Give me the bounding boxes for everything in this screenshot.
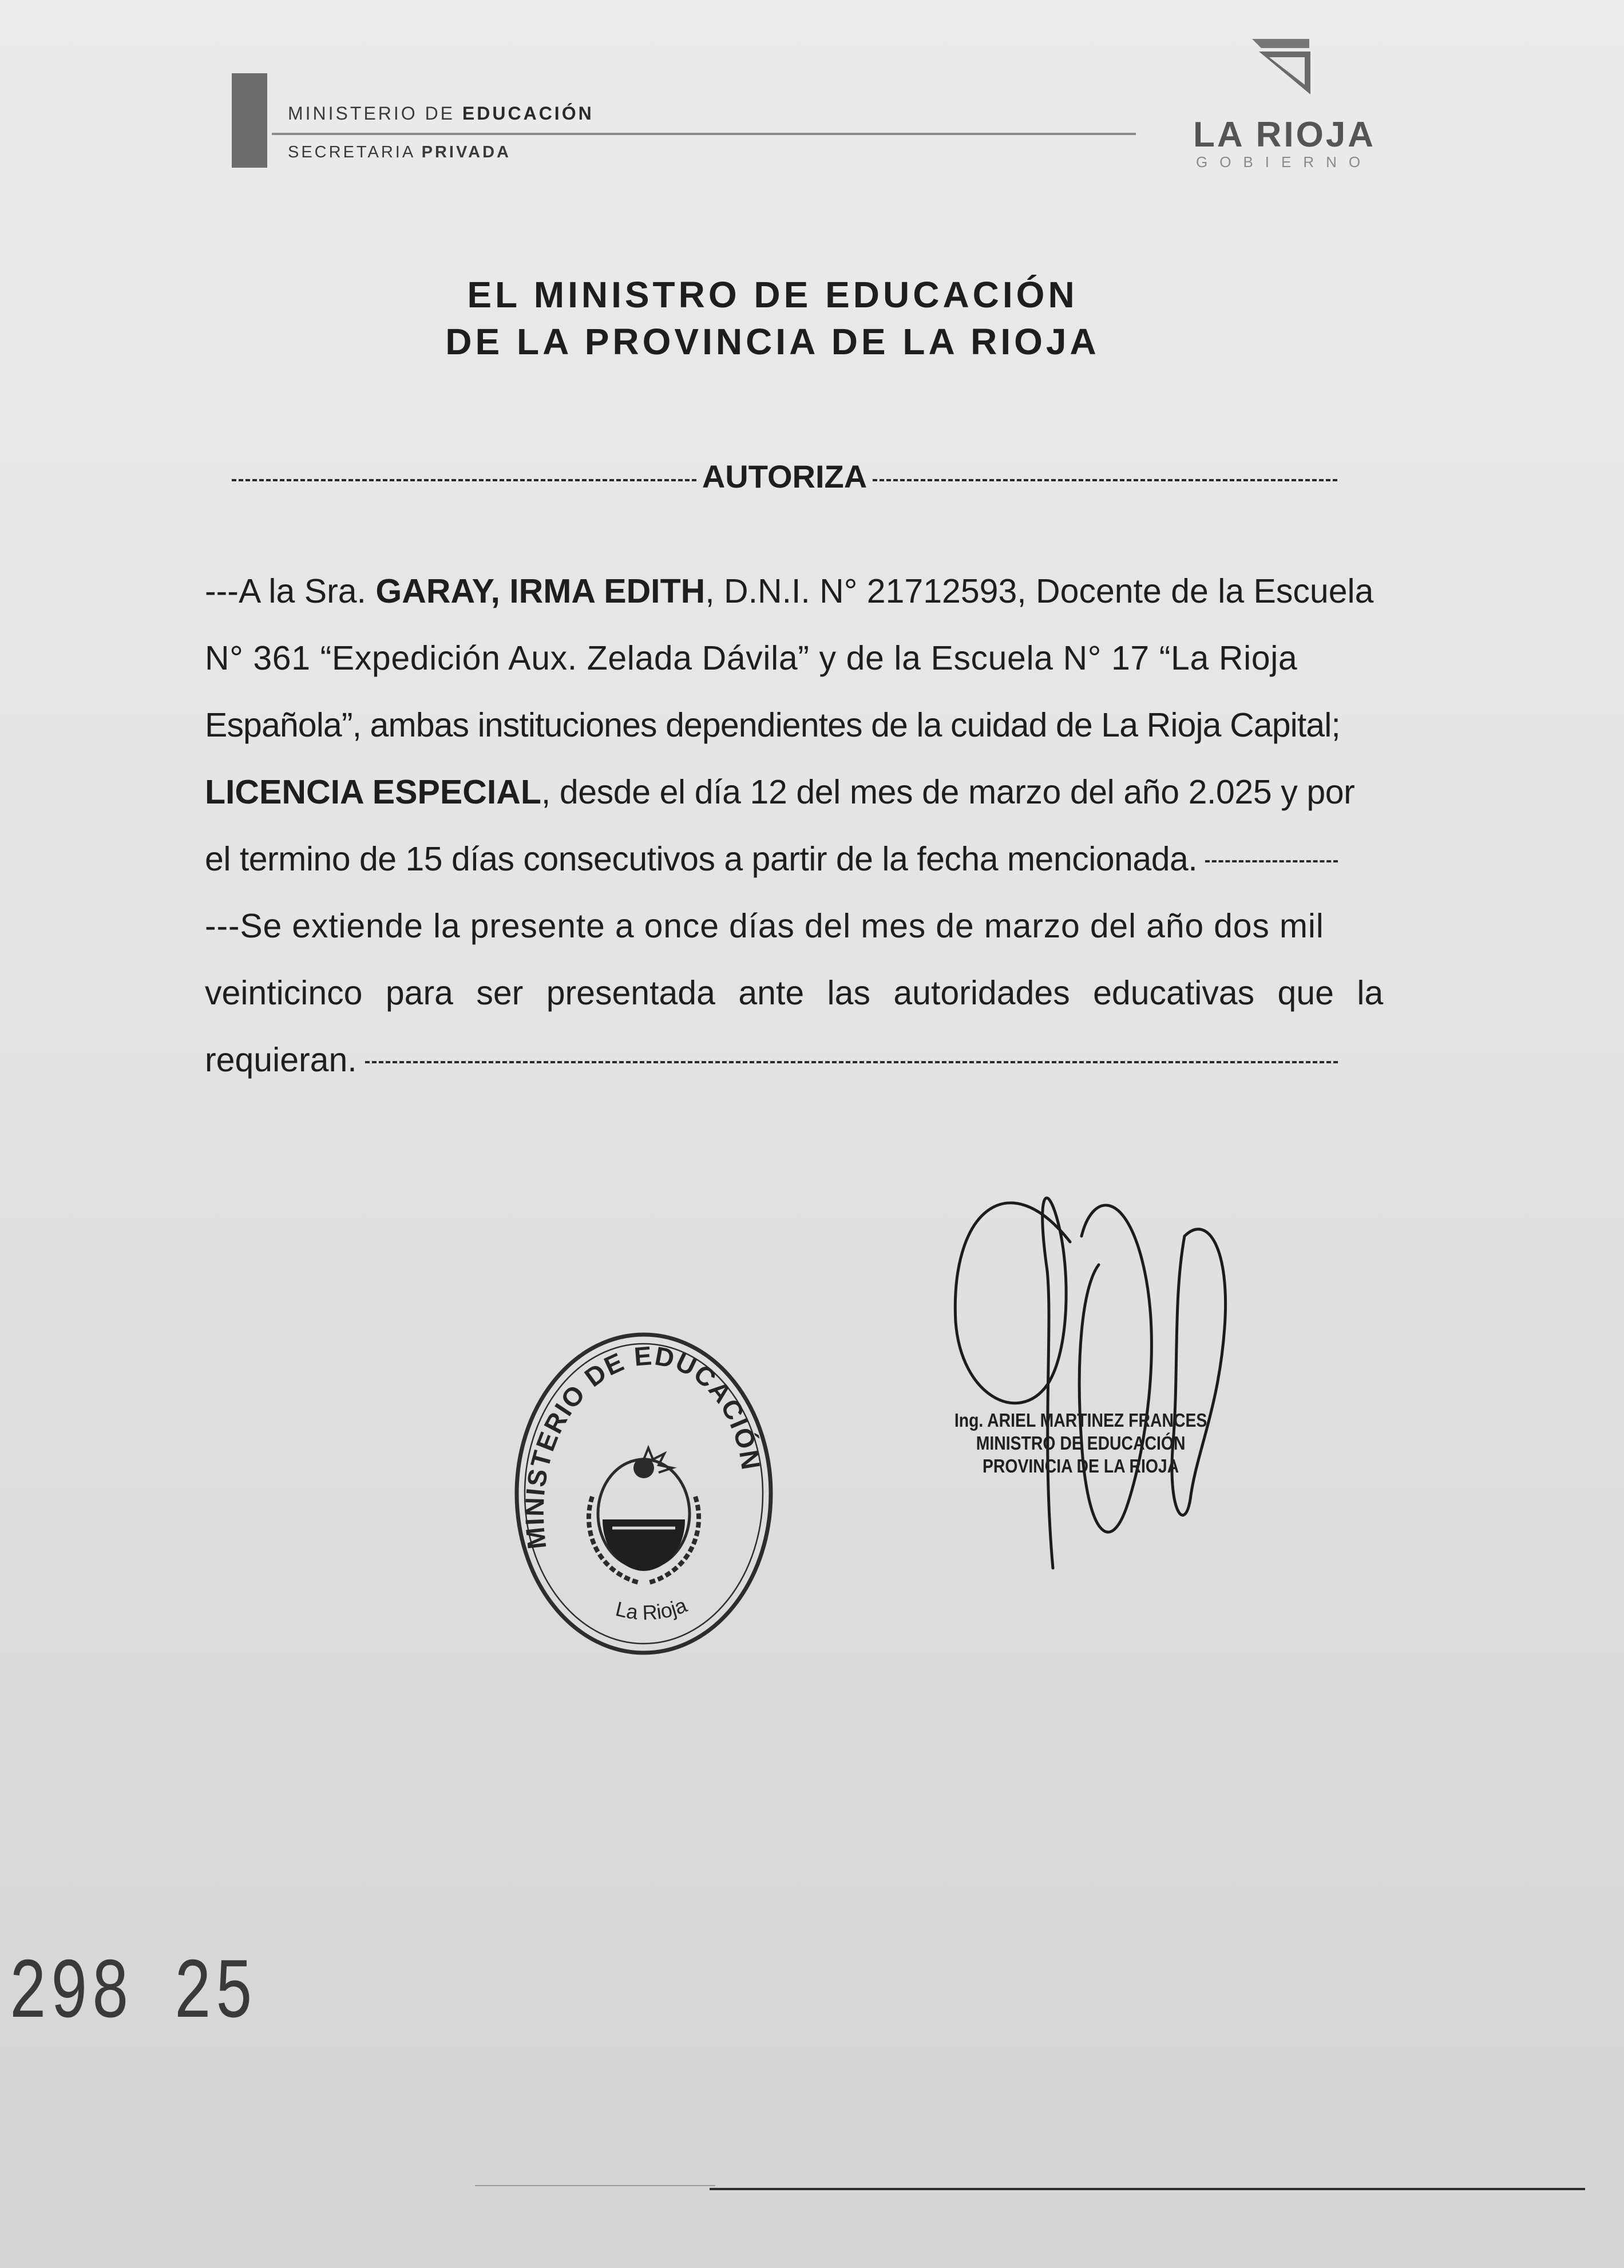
body-line-1 <box>205 558 1373 625</box>
dash-fill <box>1205 860 1338 862</box>
body-line-4: , desde el día 12 del mes de marzo del año 2.025 y por <box>541 773 1355 811</box>
body-line <box>205 960 1384 1027</box>
body-line-8: requieran. <box>205 1041 357 1079</box>
header-secretaria <box>288 143 511 162</box>
filing-stamp-number: 298 25 <box>9 1946 256 2043</box>
teacher-name: GARAY, IRMA EDITH <box>375 572 706 610</box>
la-rioja-emblem-icon <box>1242 34 1322 114</box>
svg-text:MINISTERIO DE EDUCACIÓN <box>520 1340 766 1550</box>
body-line <box>205 1027 1338 1094</box>
body-line <box>205 558 1374 625</box>
dash-fill <box>365 1061 1338 1063</box>
logo-subtitle: GOBIERNO <box>1196 153 1373 171</box>
header-secretaria-bold: PRIVADA <box>421 143 511 161</box>
ministry-seal <box>506 1325 781 1663</box>
coat-of-arms-icon <box>589 1448 699 1582</box>
autoriza-word: AUTORIZA <box>702 458 868 494</box>
body-line <box>205 692 1338 759</box>
seal-text-bottom: La Rioja <box>613 1593 690 1625</box>
document-title-line1: EL MINISTRO DE EDUCACIÓN <box>467 274 1078 315</box>
signer-province: PROVINCIA DE LA RIOJA <box>982 1455 1179 1477</box>
body-line <box>205 893 1338 960</box>
document-title-line2: DE LA PROVINCIA DE LA RIOJA <box>445 321 1100 362</box>
header-ministry-prefix: MINISTERIO DE <box>288 103 455 124</box>
authorization-body <box>205 558 1384 1094</box>
dash-rule-right <box>873 479 1337 481</box>
bottom-rule-faint <box>475 2185 715 2186</box>
header-ministry-bold: EDUCACIÓN <box>462 103 594 124</box>
logo-name: LA RIOJA <box>1193 115 1376 155</box>
body-line-7: veinticinco para ser presentada ante las autoridades educativas que la <box>205 974 1384 1012</box>
body-text: , D.N.I. N° 21712593, Docente de la Escuela <box>705 572 1374 610</box>
dash-rule-left <box>232 479 696 481</box>
signer-name: Ing. ARIEL MARTINEZ FRANCES <box>954 1410 1207 1431</box>
header-secretaria-prefix: SECRETARIA <box>288 143 415 161</box>
body-line-2: N° 361 “Expedición Aux. Zelada Dávila” y de la Escuela N° 17 “La Rioja <box>205 639 1298 677</box>
body-line <box>205 826 1338 893</box>
body-line <box>205 759 1355 826</box>
body-line <box>205 625 1338 692</box>
header-ministry <box>288 103 594 124</box>
signer-block <box>953 1409 1209 1478</box>
autoriza-heading <box>232 458 1337 495</box>
body-line-5: el termino de 15 días consecutivos a partir de la fecha mencionada. <box>205 840 1198 878</box>
header-accent-bar <box>232 73 267 168</box>
bottom-rule <box>710 2188 1585 2190</box>
body-line-3: Española”, ambas instituciones dependientes de la cuidad de La Rioja Capital; <box>205 706 1340 744</box>
seal-text-top: MINISTERIO DE EDUCACIÓN <box>519 1340 766 1551</box>
license-type: LICENCIA ESPECIAL <box>205 773 541 811</box>
body-line-6: ---Se extiende la presente a once días del mes de marzo del año dos mil <box>205 907 1324 945</box>
handwritten-signature <box>938 1156 1247 1591</box>
svg-text:La Rioja <box>613 1593 691 1624</box>
body-text: ---A la Sra. <box>205 572 366 610</box>
signer-role: MINISTRO DE EDUCACIÓN <box>976 1432 1186 1454</box>
header-divider <box>272 133 1136 135</box>
